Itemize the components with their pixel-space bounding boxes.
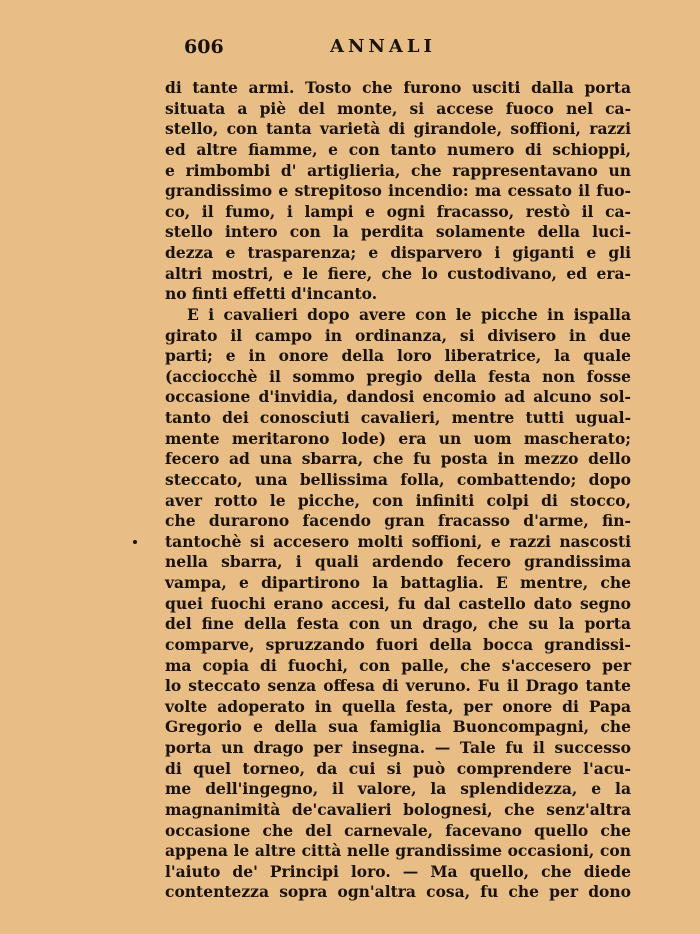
text-line: E i cavalieri dopo avere con le picche in ispalla: [187, 304, 631, 324]
text-line: di tante armi. Tosto che furono usciti dalla porta: [165, 78, 631, 97]
text-line: appena le altre città nelle grandissime occasioni, con: [165, 841, 631, 861]
page-number: 606: [184, 36, 224, 58]
text-line: steccato, una bellissima folla, combattendo; dopo: [165, 469, 631, 489]
text-line: nella sbarra, i quali ardendo fecero grandissima: [165, 552, 631, 572]
text-line: e rimbombi d' artiglieria, che rappresentavano un: [165, 160, 631, 180]
text-line: dezza e trasparenza; e disparvero i giganti e gli: [165, 243, 631, 262]
text-line: occasione che del carnevale, facevano quello che: [165, 820, 631, 840]
text-line: che durarono facendo gran fracasso d'arme, fin-: [165, 511, 631, 531]
text-line: contentezza sopra ogn'altra cosa, fu che per dono: [165, 882, 631, 902]
text-line: co, il fumo, i lampi e ogni fracasso, restò il ca-: [165, 201, 631, 221]
body-text: [165, 78, 631, 903]
text-line: no finti effetti d'incanto.: [165, 284, 378, 304]
text-line: altri mostri, e le fiere, che lo custodivano, ed era-: [165, 263, 631, 283]
text-line: stello, con tanta varietà di girandole, soffioni, razzi: [165, 119, 631, 139]
text-line: magnanimità de'cavalieri bolognesi, che senz'altra: [165, 799, 631, 819]
text-line: fecero ad una sbarra, che fu posta in mezzo dello: [165, 449, 631, 469]
text-line: parti; e in onore della loro liberatrice, la quale: [165, 346, 631, 366]
text-line: tanto dei conosciuti cavalieri, mentre tutti ugual-: [165, 408, 631, 427]
text-line: volte adoperato in quella festa, per onore di Papa: [165, 696, 631, 716]
text-line: occasione d'invidia, dandosi encomio ad alcuno sol-: [165, 387, 631, 407]
text-line: Gregorio e della sua famiglia Buoncompagni, che: [165, 717, 631, 737]
text-line: di quel torneo, da cui si può comprendere l'acu-: [165, 758, 631, 778]
text-line: me dell'ingegno, il valore, la splendidezza, e la: [165, 779, 631, 799]
text-line: grandissimo e strepitoso incendio: ma cessato il fuo-: [165, 181, 631, 201]
text-line: vampa, e dipartirono la battaglia. E mentre, che: [165, 573, 631, 592]
text-line: stello intero con la perdita solamente della luci-: [165, 222, 631, 242]
running-title: ANNALI: [330, 36, 436, 57]
text-line: del fine della festa con un drago, che su la porta: [165, 614, 631, 634]
text-line: l'aiuto de' Principi loro. — Ma quello, che diede: [165, 861, 631, 881]
text-line: ma copia di fuochi, con palle, che s'accesero per: [165, 655, 631, 675]
margin-mark: [133, 540, 137, 544]
text-line: mente meritarono lode) era un uom mascherato;: [165, 428, 631, 448]
page-header: [184, 36, 634, 62]
text-line: ed altre fiamme, e con tanto numero di schioppi,: [165, 139, 631, 159]
text-line: tantochè si accesero molti soffioni, e razzi nascosti: [165, 531, 631, 551]
text-line: comparve, spruzzando fuori della bocca grandissi-: [165, 634, 631, 654]
text-line: situata a piè del monte, si accese fuoco nel ca-: [165, 98, 631, 118]
text-line: quei fuochi erano accesi, fu dal castello dato segno: [165, 593, 631, 613]
text-line: aver rotto le picche, con infiniti colpi di stocco,: [165, 490, 631, 510]
text-line: porta un drago per insegna. — Tale fu il successo: [165, 738, 631, 757]
text-line: girato il campo in ordinanza, si divisero in due: [165, 325, 631, 345]
text-line: lo steccato senza offesa di veruno. Fu il Drago tante: [165, 676, 631, 696]
text-line: (acciocchè il sommo pregio della festa non fosse: [165, 366, 631, 386]
